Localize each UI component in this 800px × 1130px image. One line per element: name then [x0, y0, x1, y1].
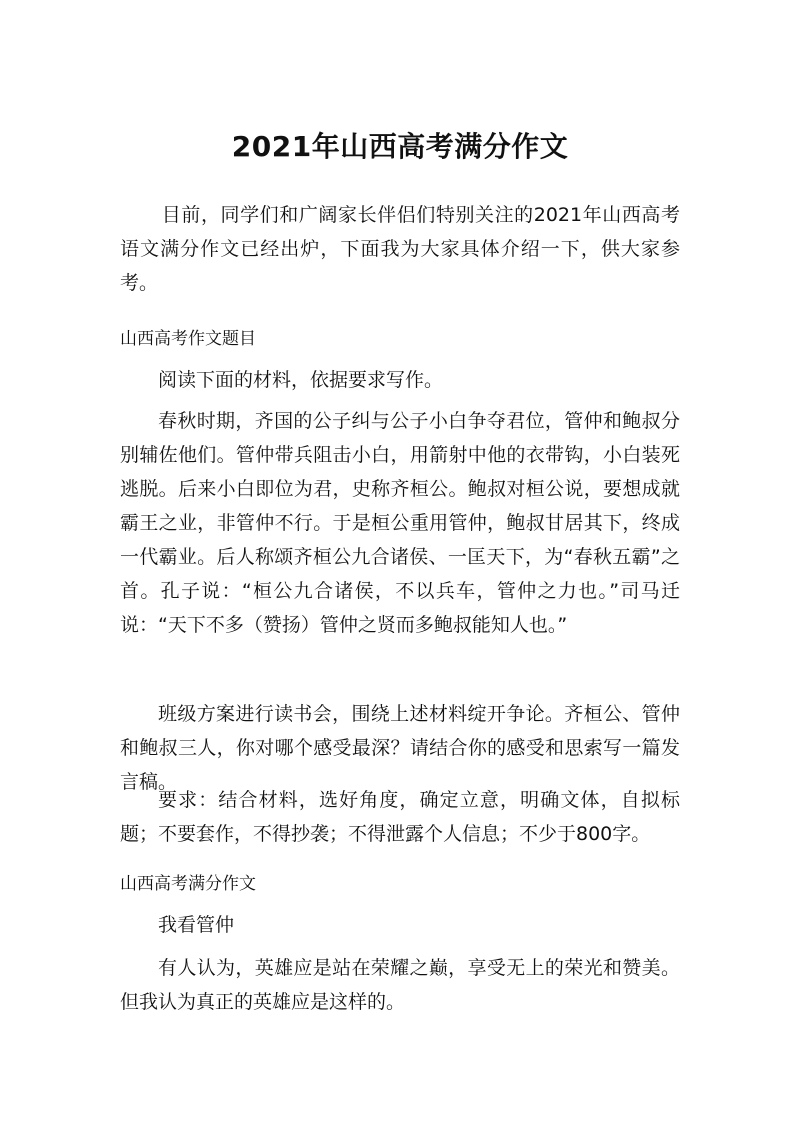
requirements-paragraph: 要求：结合材料，选好角度，确定立意，明确文体，自拟标题；不要套作，不得抄袭；不得泄露个人信息；不少于800字。 — [120, 789, 680, 845]
intro-paragraph: 目前，同学们和广阔家长伴侣们特别关注的2021年山西高考语文满分作文已经出炉，下面我为大家具体介绍一下，供大家参考。 — [120, 204, 680, 294]
instruction-paragraph: 阅读下面的材料，依据要求写作。 — [158, 369, 444, 391]
task-paragraph: 班级方案进行读书会，围绕上述材料绽开争论。齐桓公、管仲和鲍叔三人，你对哪个感受最深？请结合你的感受和思索写一篇发言稿。 — [120, 703, 680, 793]
material-paragraph: 春秋时期，齐国的公子纠与公子小白争夺君位，管仲和鲍叔分别辅佐他们。管仲带兵阻击小白，用箭射中他的衣带钩，小白装死逃脱。后来小白即位为君，史称齐桓公。鲍叔对桓公说，要想成就霸王之业，非管仲不行。于是桓公重用管仲，鲍叔甘居其下，终成一代霸业。后人称颂齐桓公九合诸侯、一匡天下，为“春秋五霸”之首。孔子说：“桓公九合诸侯，不以兵车，管仲之力也。”司马迁说：“天下不多（赞扬）管仲之贤而多鲍叔能知人也。” — [120, 410, 680, 636]
essay-title: 我看管仲 — [158, 914, 235, 936]
essay-paragraph: 有人认为，英雄应是站在荣耀之巅，享受无上的荣光和赞美。但我认为真正的英雄应是这样的。 — [120, 957, 680, 1013]
section-heading-essay: 山西高考满分作文 — [120, 874, 256, 894]
document-title: 2021年山西高考满分作文 — [231, 130, 569, 163]
section-heading-prompt: 山西高考作文题目 — [120, 329, 256, 349]
